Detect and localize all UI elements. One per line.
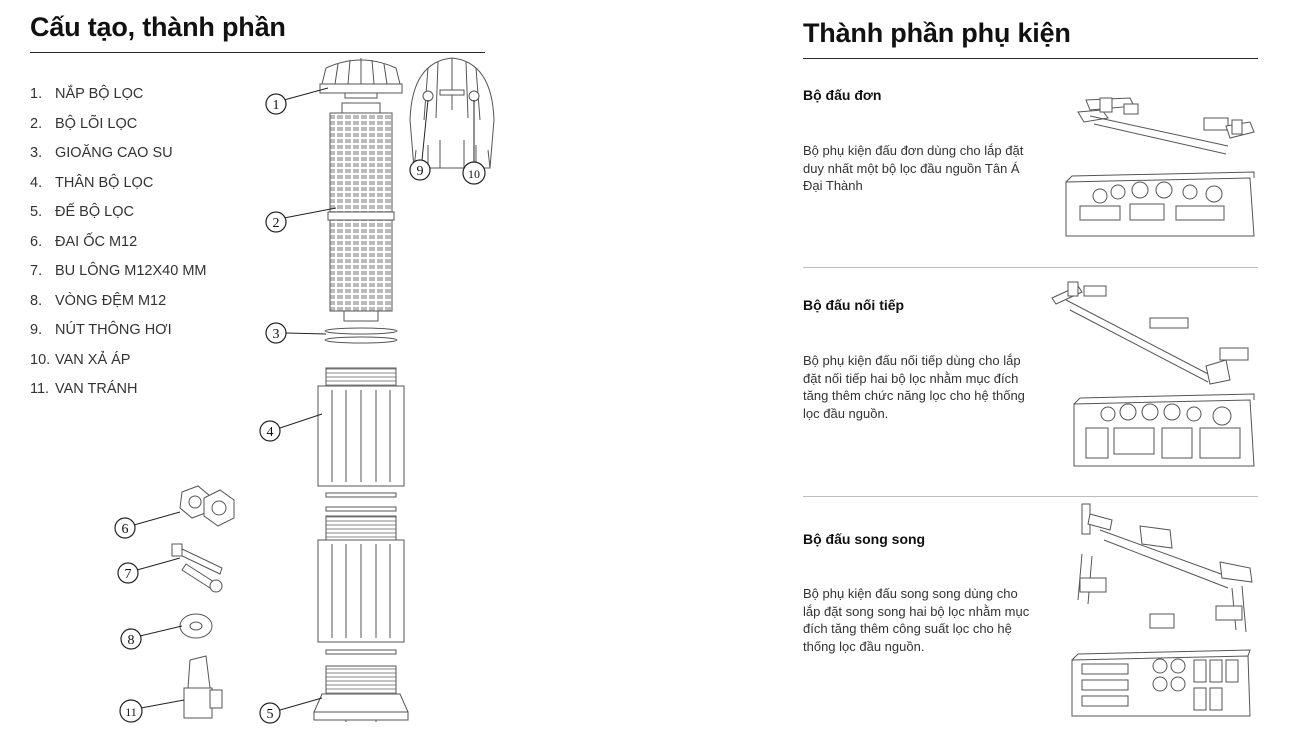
part-label: THÂN BỘ LỌC	[55, 174, 154, 191]
callout-label: 4	[266, 425, 274, 440]
part-label: ĐẾ BỘ LỌC	[55, 204, 134, 220]
part-number: 11.	[30, 381, 50, 397]
callout-label: 10	[468, 167, 480, 181]
part-number: 4.	[30, 174, 43, 191]
part-number: 2.	[30, 115, 43, 132]
callout-11	[120, 700, 184, 722]
single-kit-pipe-drawing	[1078, 98, 1254, 154]
part-number: 3.	[30, 145, 43, 161]
single-kit-box-drawing	[1066, 172, 1254, 236]
parallel-kit-pipe-drawing	[1078, 504, 1252, 632]
part-label: VAN XẢ ÁP	[55, 351, 131, 368]
single-kit-description: Bộ phụ kiện đấu đơn dùng cho lắp đặt duy nhất một bộ lọc đầu nguồn Tân Á Đại Thành	[803, 143, 1024, 193]
callout-5	[260, 698, 322, 723]
filter-body-upper-drawing	[318, 368, 404, 497]
callout-label: 8	[127, 633, 135, 648]
filter-base-drawing	[314, 666, 408, 722]
callout-3	[266, 323, 326, 343]
callout-label: 5	[266, 707, 274, 722]
part-label: NÚT THÔNG HƠI	[55, 322, 172, 338]
single-kit-title: Bộ đấu đơn	[803, 87, 882, 103]
valve-drawing	[184, 656, 222, 718]
part-label: BỘ LÕI LỌC	[55, 115, 138, 132]
bolt-drawing	[172, 544, 222, 592]
part-number: 7.	[30, 263, 43, 279]
part-number: 1.	[30, 86, 43, 102]
section-divider	[803, 496, 1258, 497]
section-divider	[803, 267, 1258, 268]
callout-label: 3	[272, 327, 280, 342]
callout-label: 11	[125, 705, 137, 719]
part-label: GIOĂNG CAO SU	[55, 145, 173, 161]
parallel-kit-title: Bộ đấu song song	[803, 531, 926, 547]
part-number: 10.	[30, 351, 51, 368]
part-number: 5.	[30, 204, 43, 220]
callout-label: 1	[272, 98, 280, 113]
parallel-kit-box-drawing	[1072, 650, 1250, 716]
part-label: VÒNG ĐỆM M12	[55, 292, 167, 309]
series-kit-title: Bộ đấu nối tiếp	[803, 297, 905, 313]
callout-6	[115, 512, 180, 538]
parallel-kit-description: Bộ phụ kiện đấu song song dùng cho lắp đặt song song hai bộ lọc nhằm mục đích tăng thêm công suất lọc cho hệ thống lọc đầu nguồn.	[803, 586, 1030, 654]
filter-lid-drawing	[320, 58, 402, 98]
series-kit-pipe-drawing	[1052, 282, 1248, 384]
part-label: VAN TRÁNH	[55, 381, 138, 397]
callout-8	[121, 626, 182, 649]
callout-label: 7	[124, 567, 132, 582]
callout-label: 2	[272, 216, 280, 231]
part-label: BU LÔNG M12X40 MM	[55, 263, 207, 279]
series-kit-box-drawing	[1074, 394, 1254, 466]
accessories-heading-rule	[803, 58, 1258, 59]
part-label: ĐAI ỐC M12	[55, 233, 138, 250]
callout-label: 6	[121, 522, 129, 537]
callout-7	[118, 558, 180, 583]
part-number: 8.	[30, 292, 43, 309]
filter-body-lower-drawing	[318, 507, 404, 654]
part-label: NẮP BỘ LỌC	[55, 86, 144, 102]
part-number: 9.	[30, 322, 43, 338]
series-kit-description: Bộ phụ kiện đấu nối tiếp dùng cho lắp đặt nối tiếp hai bộ lọc nhằm mục đích tăng thêm chức năng lọc cho hệ thống lọc đầu nguồn.	[803, 353, 1025, 421]
part-number: 6.	[30, 233, 43, 250]
washer-drawing	[180, 614, 212, 638]
filter-cartridge-drawing	[328, 103, 394, 321]
callout-1	[266, 88, 328, 114]
callout-4	[260, 414, 322, 441]
nut-drawing	[180, 486, 234, 526]
callout-label: 9	[416, 164, 424, 179]
accessories-heading: Thành phần phụ kiện	[803, 18, 1071, 48]
components-heading: Cấu tạo, thành phần	[30, 12, 286, 42]
callout-2	[266, 208, 336, 232]
gasket-drawing	[325, 328, 397, 343]
